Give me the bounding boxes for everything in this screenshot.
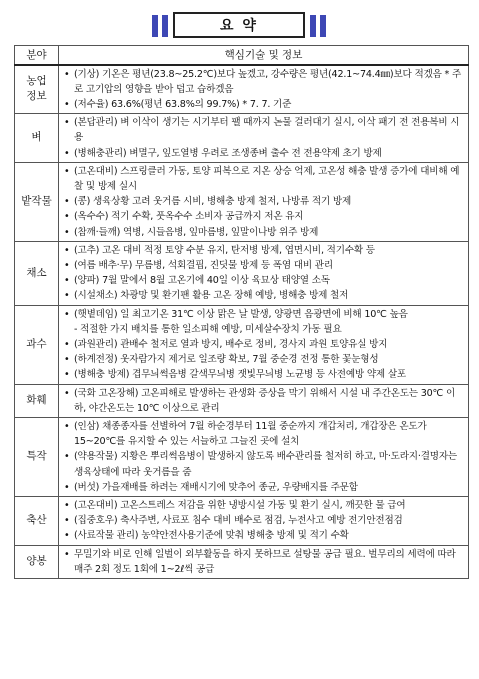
list-item-text: (고추) 고온 대비 적정 토양 수분 유지, 탄저병 방제, 엽면시비, 적기수확 등 [74, 244, 375, 256]
bullet-icon: • [64, 499, 70, 511]
list-subitem: - 적절한 가지 배치를 통한 일소피해 예방, 미세살수장치 가동 필요 [74, 323, 342, 335]
header-content: 핵심기술 및 정보 [59, 46, 469, 65]
table-row [15, 162, 469, 241]
list-item [64, 194, 464, 209]
list-item-text: (햇볕데임) 일 최고기온 31℃ 이상 맑은 날 발생, 양광면 음광면에 비해 10℃ 높음 [74, 308, 408, 320]
list-item [64, 225, 464, 240]
table-row [15, 305, 469, 384]
table-header-row [15, 46, 469, 65]
bullet-icon: • [64, 420, 70, 432]
list-item-text: (저수율) 63.6%(평년 63.8%의 99.7%) * 7. 7. 기준 [74, 98, 292, 110]
title-banner [0, 12, 479, 38]
table-row [15, 545, 469, 578]
bullet-icon: • [64, 548, 70, 560]
bullet-icon: • [64, 369, 70, 381]
list-item-text: (하계전정) 웃자람가지 제거로 일조량 확보, 7월 중순경 전정 통한 꽃눈형성 [74, 354, 379, 366]
bullet-icon: • [64, 515, 70, 527]
list-item-text: (기상) 기온은 평년(23.8~25.2℃)보다 높겠고, 강수량은 평년(42.1~74.4㎜)보다 적겠음 * 주로 고기압의 영향을 받아 덥고 습하겠음 [74, 68, 462, 95]
list-item [64, 528, 464, 543]
table-row [15, 114, 469, 163]
bullet-icon: • [64, 117, 70, 129]
list-item-text: (고온대비) 스프링클러 가동, 토양 피복으로 지온 상승 억제, 고온성 해충 발생 증가에 대비해 예찰 및 방제 실시 [74, 165, 460, 192]
list-item-text: (버섯) 가을재배를 하려는 재배시기에 맞추어 종균, 우량배지를 주문함 [74, 481, 358, 493]
bullet-icon: • [64, 196, 70, 208]
list-item [64, 243, 464, 258]
list-item-text: (양파) 7월 말에서 8월 고온기에 40일 이상 육묘상 태양열 소독 [74, 275, 330, 287]
list-item [64, 513, 464, 528]
bullet-icon: • [64, 451, 70, 463]
list-item [64, 498, 464, 513]
bullet-icon: • [64, 244, 70, 256]
decorative-bar [320, 15, 326, 37]
list-item [64, 337, 464, 352]
page-title: 요 약 [220, 18, 258, 34]
list-item [64, 115, 464, 145]
row-category: 특작 [15, 417, 59, 496]
bullet-icon: • [64, 308, 70, 320]
bullet-icon: • [64, 68, 70, 80]
table-row [15, 384, 469, 417]
list-item [64, 352, 464, 367]
table-row [15, 417, 469, 496]
bullet-icon: • [64, 275, 70, 287]
row-category: 채소 [15, 241, 59, 305]
list-item-text: (옥수수) 적기 수확, 풋옥수수 소비자 공급까지 저온 유지 [74, 211, 304, 223]
list-item [64, 146, 464, 161]
summary-table [14, 45, 469, 579]
row-content [59, 384, 469, 417]
row-content [59, 305, 469, 384]
list-item-text: (사료작물 관리) 농약안전사용기준에 맞춰 병해충 방제 및 적기 수확 [74, 530, 349, 542]
bullet-icon: • [64, 165, 70, 177]
list-item-text: (병해충 방제) 겹무늬썩음병 갈색무늬병 잿빛무늬병 노균병 등 사전예방 약제 살포 [74, 369, 406, 381]
list-item [64, 307, 464, 322]
decorative-bar [152, 15, 158, 37]
list-item-text: 무밀기와 비로 인해 일벌이 외부활동을 하지 못하므로 설탕물 공급 필요. 벌무리의 세력에 따라 매주 2회 정도 1회에 1~2ℓ씩 공급 [74, 548, 456, 575]
list-item [64, 419, 464, 449]
row-category: 농업 정보 [15, 65, 59, 114]
list-item [64, 67, 464, 97]
row-content [59, 114, 469, 163]
row-category: 양봉 [15, 545, 59, 578]
list-item-text: (인삼) 채종종자를 선별하여 7월 하순경부터 11월 중순까지 개갑처리, 개갑장은 온도가 15~20℃를 유지할 수 있는 서늘하고 그늘진 곳에 설치 [74, 420, 427, 448]
list-item-text: (참깨·들깨) 역병, 시들음병, 잎마름병, 잎말이나방 위주 방제 [74, 226, 319, 238]
row-content [59, 496, 469, 545]
list-item [64, 209, 464, 224]
bullet-icon: • [64, 290, 70, 302]
list-item-text: (병해충관리) 벼멸구, 잎도열병 우려로 조생종벼 출수 전 전용약제 초기 방제 [74, 147, 382, 159]
list-item [64, 97, 464, 112]
list-item [64, 480, 464, 495]
list-item [64, 258, 464, 273]
row-content [59, 162, 469, 241]
list-item [64, 273, 464, 288]
list-item-text: (시설채소) 차광망 및 환기팬 활용 고온 장해 예방, 병해충 방제 철저 [74, 290, 349, 302]
list-item-text: (약용작물) 지황은 뿌리썩음병이 발생하지 않도록 배수관리를 철저히 하고, 마·도라지·결명자는 생육상태에 따라 웃거름을 줌 [74, 451, 457, 478]
bullet-icon: • [64, 530, 70, 542]
list-item-text: (여름 배추·무) 무름병, 석회결핍, 진딧물 방제 등 폭염 대비 관리 [74, 259, 333, 271]
bullet-icon: • [64, 354, 70, 366]
title-box [173, 12, 305, 38]
row-content [59, 241, 469, 305]
row-category: 벼 [15, 114, 59, 163]
list-item-text: (고온대비) 고온스트레스 저감을 위한 냉방시설 가동 및 환기 실시, 깨끗한 물 급여 [74, 499, 406, 511]
bullet-icon: • [64, 259, 70, 271]
list-item-text: (국화 고온장해) 고온피해로 발생하는 관생화 증상을 막기 위해서 시설 내 주간온도는 30℃ 이하, 야간온도는 10℃ 이상으로 관리 [74, 387, 456, 414]
bullet-icon: • [64, 481, 70, 493]
header-category: 분야 [15, 46, 59, 65]
bullet-icon: • [64, 338, 70, 350]
list-item [64, 386, 464, 416]
bullet-icon: • [64, 98, 70, 110]
row-content [59, 545, 469, 578]
bullet-icon: • [64, 226, 70, 238]
table-row [15, 496, 469, 545]
row-category: 화훼 [15, 384, 59, 417]
bullet-icon: • [64, 147, 70, 159]
table-row [15, 65, 469, 114]
decorative-bar [310, 15, 316, 37]
list-item-text: (과원관리) 관배수 철저로 열과 방지, 배수로 정비, 경사지 과원 토양유실 방지 [74, 338, 388, 350]
list-item [64, 164, 464, 194]
list-item [64, 547, 464, 577]
row-category: 과수 [15, 305, 59, 384]
list-item [64, 288, 464, 303]
row-category: 축산 [15, 496, 59, 545]
list-item-text: (콩) 생육상황 고려 웃거름 시비, 병해충 방제 철저, 나방류 적기 방제 [74, 196, 352, 208]
row-category: 밭작물 [15, 162, 59, 241]
list-item [64, 449, 464, 479]
table-row [15, 241, 469, 305]
list-item [64, 367, 464, 382]
bullet-icon: • [64, 211, 70, 223]
list-item-text: (집중호우) 축사주변, 사료포 침수 대비 배수로 점검, 누전사고 예방 전기안전점검 [74, 515, 403, 527]
bullet-icon: • [64, 387, 70, 399]
row-content [59, 417, 469, 496]
row-content [59, 65, 469, 114]
list-item-text: (본답관리) 벼 이삭이 생기는 시기부터 팰 때까지 논물 걸러대기 실시, 이삭 패기 전 전용복비 시용 [74, 117, 460, 144]
decorative-bar [162, 15, 168, 37]
